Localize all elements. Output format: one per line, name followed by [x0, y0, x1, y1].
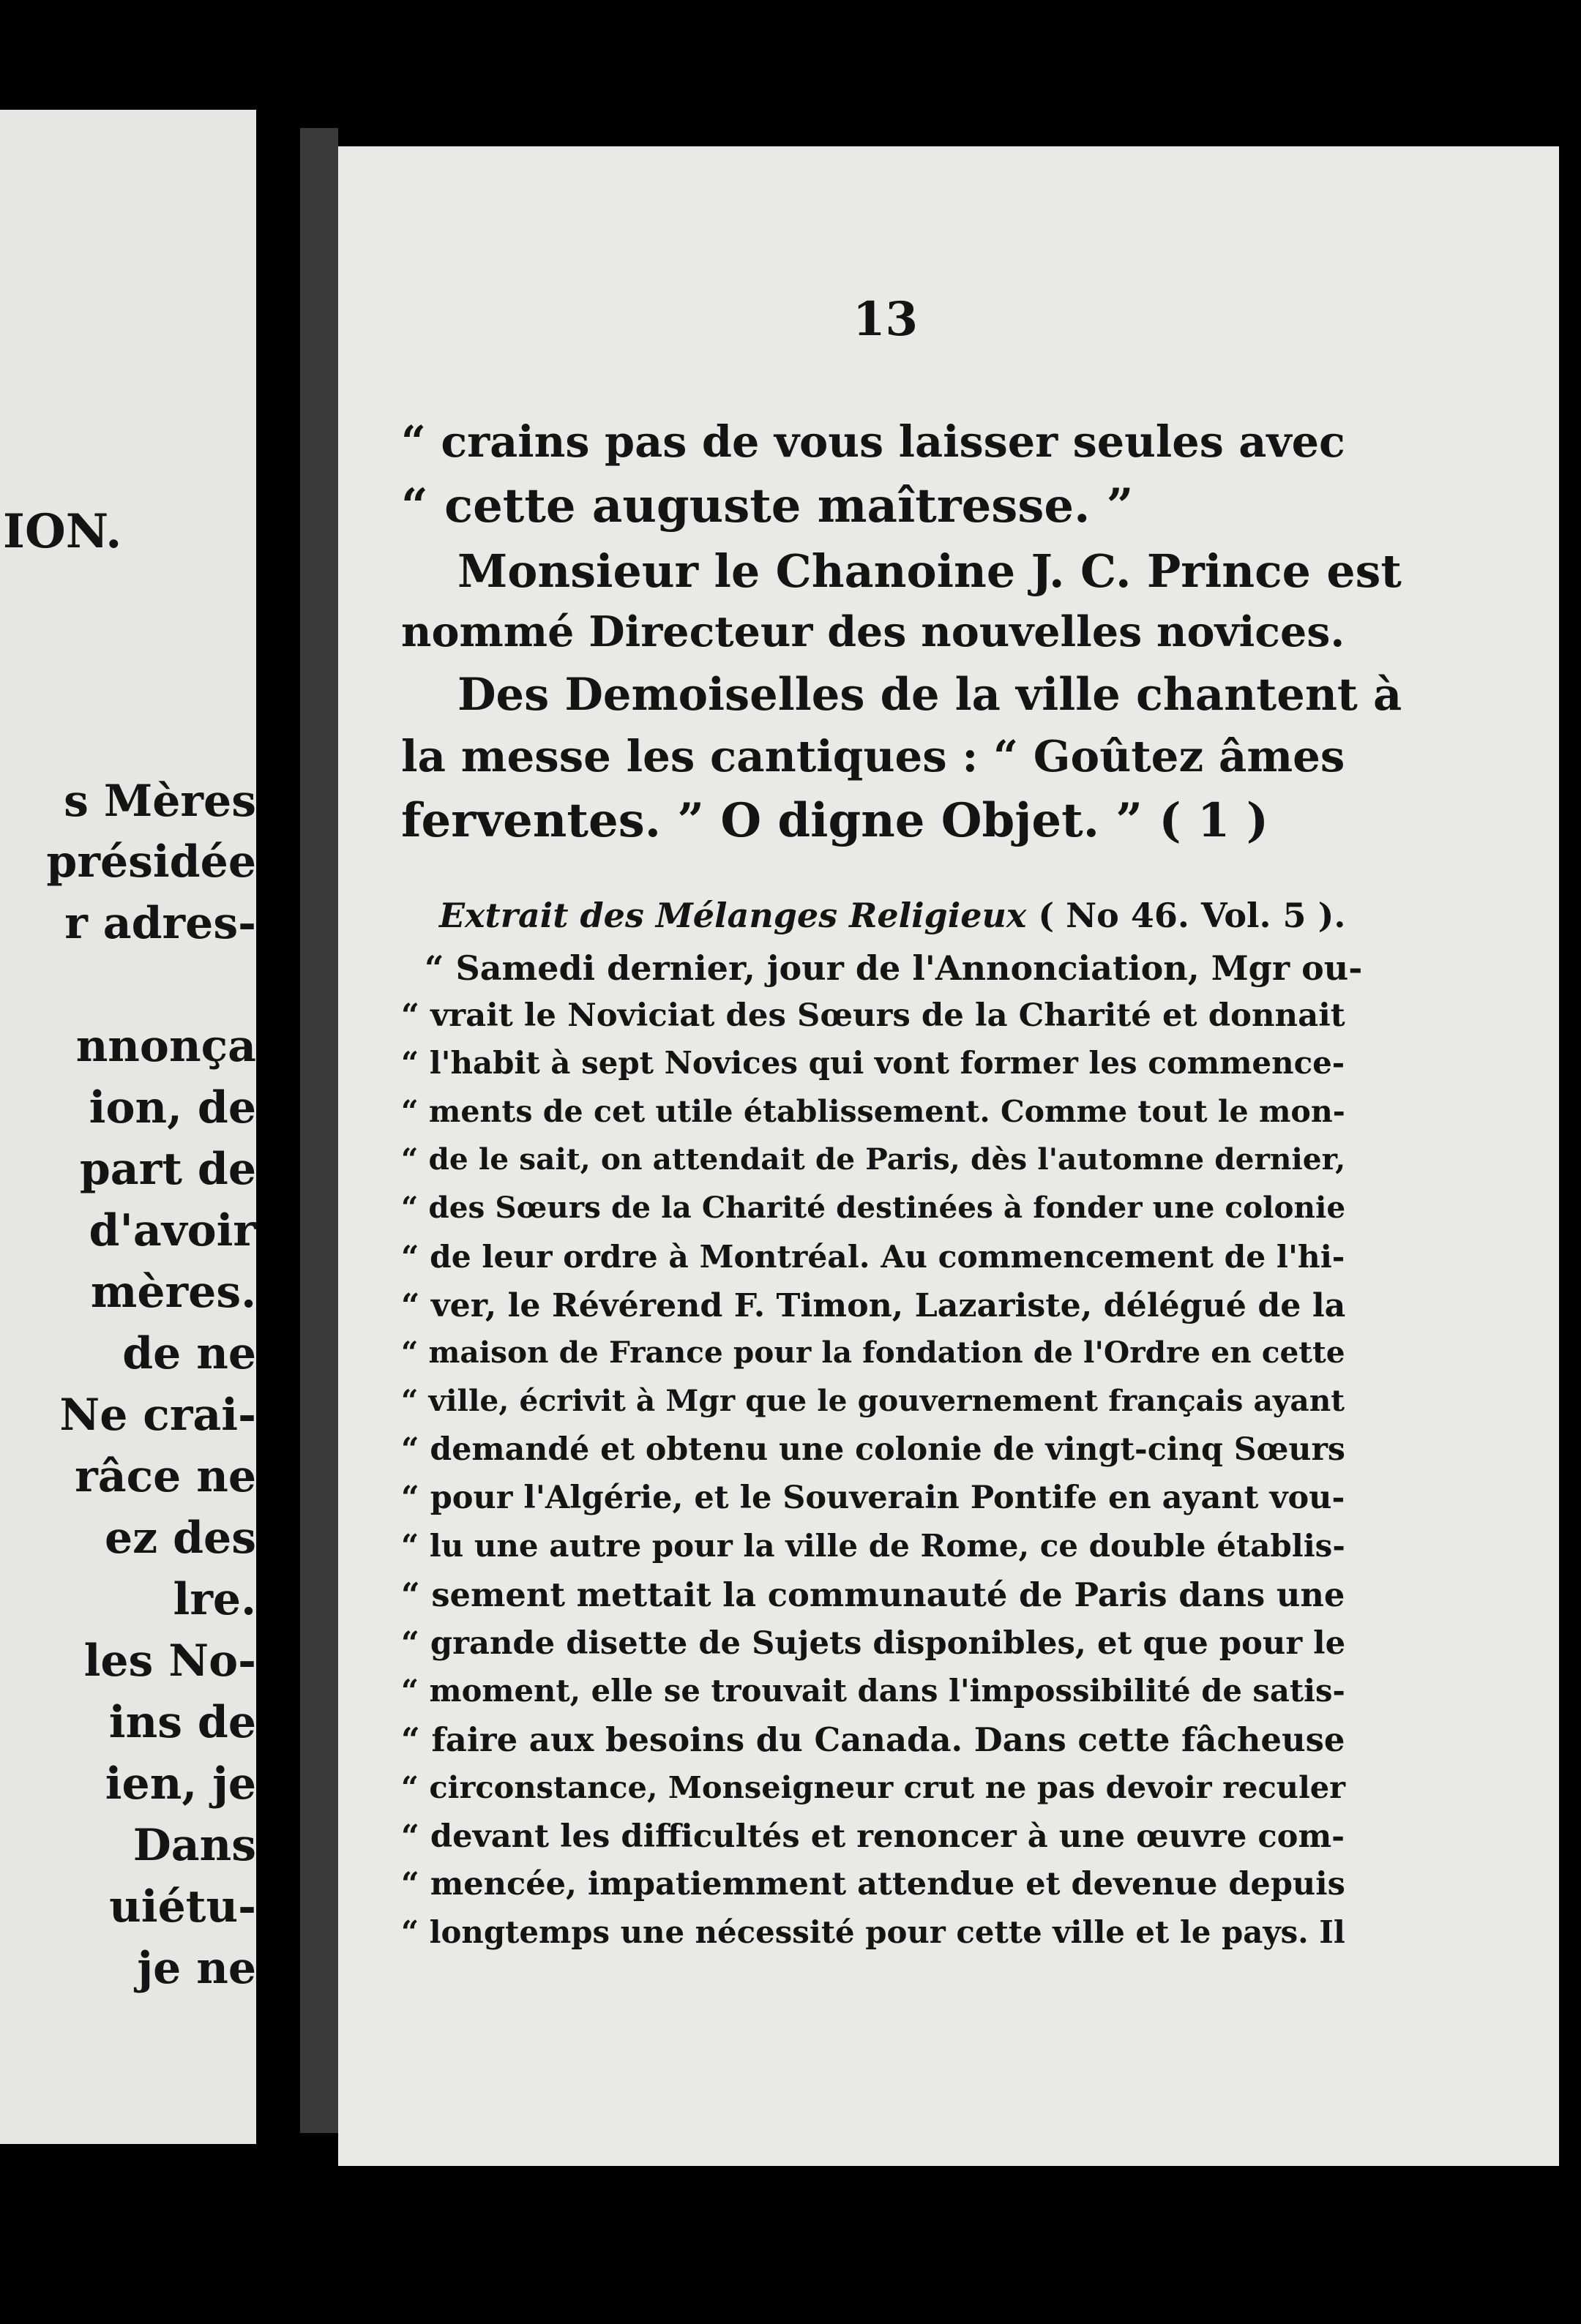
book-gutter — [300, 128, 338, 2133]
page-number: 13 — [853, 292, 919, 347]
left-page-line: Dans — [132, 1820, 256, 1871]
paragraph-line: Des Demoiselles de la ville chantent à — [457, 669, 1402, 721]
left-page-line: ion, de — [89, 1082, 256, 1133]
quote-line: “ ments de cet utile établissement. Comme tout le mon- — [401, 1093, 1345, 1129]
extract-caption — [439, 896, 1346, 935]
left-page-line: de ne — [122, 1328, 256, 1379]
quote-line: “ des Sœurs de la Charité destinées à fonder une colonie — [401, 1190, 1346, 1225]
quote-line: “ vrait le Noviciat des Sœurs de la Charité et donnait — [401, 997, 1345, 1034]
left-page-line: uiétu- — [109, 1881, 256, 1933]
quote-line: “ ver, le Révérend F. Timon, Lazariste, délégué de la — [401, 1286, 1346, 1324]
quote-line: “ longtemps une nécessité pour cette ville et le pays. Il — [401, 1914, 1345, 1950]
paragraph-line: nommé Directeur des nouvelles novices. — [401, 607, 1345, 656]
left-page-line: r adres- — [64, 898, 256, 949]
left-page-line: Ne crai- — [59, 1390, 256, 1441]
book-spine — [256, 110, 300, 2144]
left-page-line: nnonça — [75, 1021, 256, 1072]
left-page-line: présidée — [46, 836, 256, 888]
left-page-line: d'avoir — [89, 1205, 256, 1256]
paragraph-line: la messe les cantiques : “ Goûtez âmes — [401, 731, 1345, 782]
quote-line: “ Samedi dernier, jour de l'Annonciation, Mgr ou- — [425, 948, 1363, 988]
extract-reference: ( No 46. Vol. 5 ). — [1026, 896, 1346, 935]
quote-line: “ de le sait, on attendait de Paris, dès l'automne dernier, — [401, 1142, 1346, 1177]
left-page-line: ins de — [108, 1697, 256, 1748]
left-page-line: ien, je — [105, 1758, 256, 1810]
extract-title: Extrait des Mélanges Religieux — [439, 896, 1027, 935]
quote-line: “ ville, écrivit à Mgr que le gouvernement français ayant — [401, 1383, 1345, 1418]
paragraph-line: “ cette auguste maîtresse. ” — [401, 479, 1134, 533]
left-page-line: mères. — [90, 1267, 256, 1318]
quote-line: “ circonstance, Monseigneur crut ne pas devoir reculer — [401, 1769, 1346, 1805]
quote-line: “ lu une autre pour la ville de Rome, ce double établis- — [401, 1528, 1345, 1564]
left-page-line: lre. — [173, 1574, 256, 1625]
left-page-line: part de — [79, 1144, 256, 1195]
left-page-line: les No- — [83, 1635, 256, 1687]
left-page-line: ez des — [104, 1513, 256, 1564]
quote-line: “ mencée, impatiemment attendue et devenue depuis — [401, 1866, 1345, 1903]
left-page-heading: ION. — [3, 504, 122, 559]
quote-line: “ de leur ordre à Montréal. Au commencement de l'hi- — [401, 1238, 1345, 1275]
quote-line: “ grande disette de Sujets disponibles, et que pour le — [401, 1624, 1346, 1662]
quote-line: “ demandé et obtenu une colonie de vingt-cinq Sœurs — [401, 1431, 1345, 1468]
paragraph-line: Monsieur le Chanoine J. C. Prince est — [457, 544, 1402, 598]
quote-line: “ l'habit à sept Novices qui vont former les commence- — [401, 1045, 1345, 1081]
quote-line: “ devant les difficultés et renoncer à une œuvre com- — [401, 1818, 1345, 1855]
left-page-line: je ne — [137, 1943, 256, 1994]
left-page-line: râce ne — [75, 1451, 256, 1502]
quote-line: “ faire aux besoins du Canada. Dans cette fâcheuse — [401, 1720, 1345, 1759]
left-page-line: s Mères — [64, 776, 256, 827]
paragraph-line: “ crains pas de vous laisser seules avec — [401, 416, 1345, 467]
quote-line: “ sement mettait la communauté de Paris dans une — [401, 1575, 1345, 1614]
quote-line: “ pour l'Algérie, et le Souverain Pontife en ayant vou- — [401, 1480, 1345, 1516]
left-page — [0, 110, 256, 2144]
quote-line: “ moment, elle se trouvait dans l'impossibilité de satis- — [401, 1673, 1345, 1709]
quote-line: “ maison de France pour la fondation de l'Ordre en cette — [401, 1335, 1345, 1370]
paragraph-line: ferventes. ” O digne Objet. ” ( 1 ) — [401, 793, 1268, 848]
